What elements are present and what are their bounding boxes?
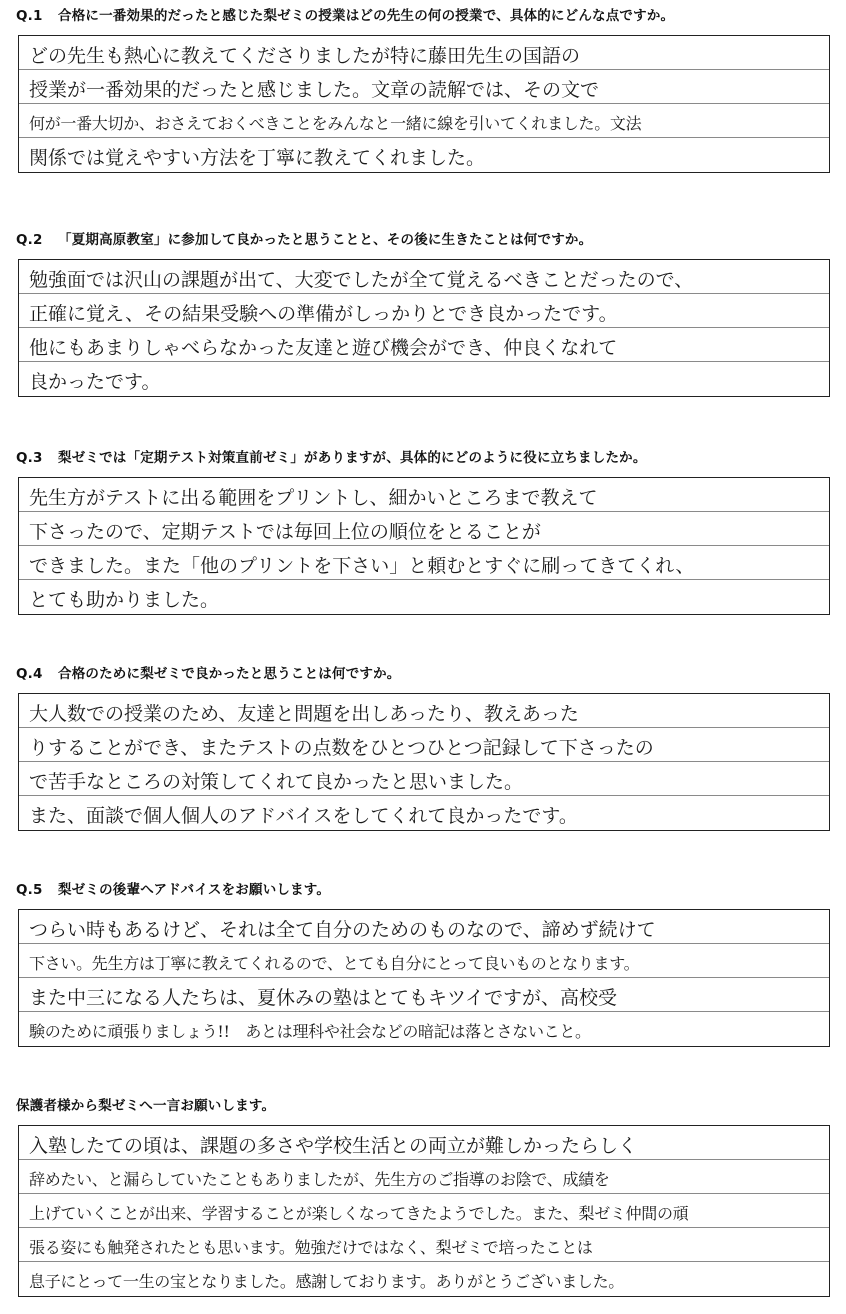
parent-comment-section <box>14 1096 834 1297</box>
answer-line: りすることができ、またテストの点数をひとつひとつ記録して下さったの <box>19 728 829 762</box>
question-text: 保護者様から梨ゼミへ一言お願いします。 <box>16 1098 276 1114</box>
answer-line: 下さったので、定期テストでは毎回上位の順位をとることが <box>19 512 829 546</box>
question-label <box>14 880 834 900</box>
answer-box <box>18 1125 830 1297</box>
answer-line: 験のために頑張りましょう!! あとは理科や社会などの暗記は落とさないこと。 <box>29 1022 591 1041</box>
answer-line: 良かったです。 <box>29 371 161 393</box>
answer-line: できました。また「他のプリントを下さい」と頼むとすぐに刷ってきてくれ、 <box>19 546 829 580</box>
question-label <box>14 6 834 26</box>
answer-box <box>18 35 830 173</box>
answer-line: また、面談で個人個人のアドバイスをしてくれて良かったです。 <box>29 805 578 827</box>
question-text: 合格に一番効果的だったと感じた梨ゼミの授業はどの先生の何の授業で、具体的にどんな点ですか。 <box>58 8 675 24</box>
question-label <box>14 230 834 250</box>
question-text: 「夏期高原教室」に参加して良かったと思うことと、その後に生きたことは何ですか。 <box>58 232 593 248</box>
answer-line: 張る姿にも触発されたとも思います。勉強だけではなく、梨ゼミで培ったことは <box>19 1228 829 1262</box>
answer-box <box>18 909 830 1047</box>
question-section-5 <box>14 880 834 1047</box>
question-label <box>14 664 834 684</box>
question-number: Q.2 <box>16 232 43 248</box>
answer-line: 正確に覚え、その結果受験への準備がしっかりとでき良かったです。 <box>19 294 829 328</box>
question-text: 合格のために梨ゼミで良かったと思うことは何ですか。 <box>58 666 401 682</box>
question-number: Q.4 <box>16 666 43 682</box>
answer-box <box>18 693 830 831</box>
question-section-3 <box>14 448 834 615</box>
answer-line: 上げていくことが出来、学習することが楽しくなってきたようでした。また、梨ゼミ仲間の頑 <box>19 1194 829 1228</box>
question-section-4 <box>14 664 834 831</box>
question-text: 梨ゼミの後輩へアドバイスをお願いします。 <box>58 882 331 898</box>
answer-line: つらい時もあるけど、それは全て自分のためのものなので、諦めず続けて <box>19 910 829 944</box>
answer-line: 下さい。先生方は丁寧に教えてくれるので、とても自分にとって良いものとなります。 <box>19 944 829 978</box>
answer-line: 授業が一番効果的だったと感じました。文章の読解では、その文で <box>19 70 829 104</box>
answer-line: 息子にとって一生の宝となりました。感謝しております。ありがとうございました。 <box>29 1272 625 1291</box>
answer-line: 関係では覚えやすい方法を丁寧に教えてくれました。 <box>29 147 486 169</box>
question-text: 梨ゼミでは「定期テスト対策直前ゼミ」がありますが、具体的にどのように役に立ちましたか。 <box>58 450 647 466</box>
answer-box <box>18 477 830 615</box>
answer-line: また中三になる人たちは、夏休みの塾はとてもキツイですが、高校受 <box>19 978 829 1012</box>
answer-line: 他にもあまりしゃべらなかった友達と遊び機会ができ、仲良くなれて <box>19 328 829 362</box>
question-number: Q.3 <box>16 450 43 466</box>
question-section-2 <box>14 230 834 397</box>
answer-line: 何が一番大切か、おさえておくべきことをみんなと一緒に線を引いてくれました。文法 <box>19 104 829 138</box>
question-label <box>14 448 834 468</box>
question-number: Q.1 <box>16 8 43 24</box>
answer-line: 大人数での授業のため、友達と問題を出しあったり、教えあった <box>19 694 829 728</box>
answer-line: 勉強面では沢山の課題が出て、大変でしたが全て覚えるべきことだったので、 <box>19 260 829 294</box>
question-section-1 <box>14 6 834 173</box>
question-label <box>14 1096 834 1116</box>
answer-line: 辞めたい、と漏らしていたこともありましたが、先生方のご指導のお陰で、成績を <box>19 1160 829 1194</box>
answer-line: 入塾したての頃は、課題の多さや学校生活との両立が難しかったらしく <box>19 1126 829 1160</box>
question-number: Q.5 <box>16 882 43 898</box>
answer-line: で苦手なところの対策してくれて良かったと思いました。 <box>19 762 829 796</box>
answer-line: 先生方がテストに出る範囲をプリントし、細かいところまで教えて <box>19 478 829 512</box>
answer-box <box>18 259 830 397</box>
answer-line: とても助かりました。 <box>29 589 220 611</box>
answer-line: どの先生も熱心に教えてくださりましたが特に藤田先生の国語の <box>19 36 829 70</box>
